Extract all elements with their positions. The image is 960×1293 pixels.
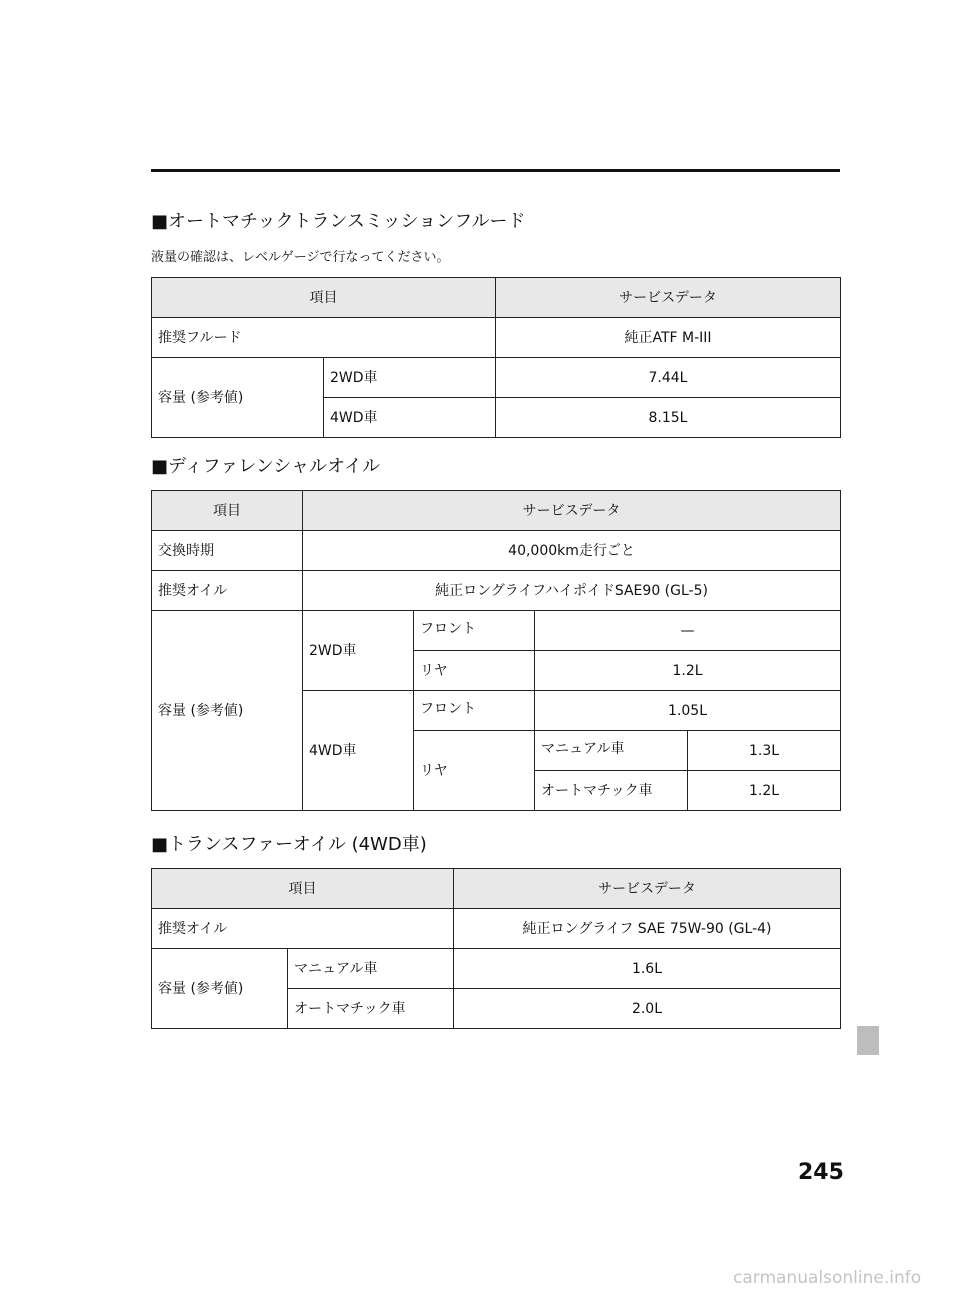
- header-item: 項目: [152, 869, 454, 909]
- table-row: [152, 531, 841, 571]
- interval-label: 交換時期: [152, 531, 303, 571]
- header-service-data: サービスデータ: [496, 278, 841, 318]
- header-item: 項目: [152, 491, 303, 531]
- table-header-row: [152, 491, 841, 531]
- rear-value: 1.2L: [688, 771, 841, 811]
- diff-section-title: ■ディファレンシャルオイル: [151, 456, 381, 477]
- oil-label: 推奨オイル: [152, 909, 454, 949]
- capacity-value: 8.15L: [496, 398, 841, 438]
- drive-type-label: 2WD車: [324, 358, 496, 398]
- transmission-label: マニュアル車: [535, 731, 688, 771]
- page-number: 245: [798, 1160, 844, 1185]
- header-service-data: サービスデータ: [454, 869, 841, 909]
- diff-table: [151, 490, 841, 811]
- oil-value: 純正ロングライフハイポイドSAE90 (GL-5): [303, 571, 841, 611]
- table-header-row: [152, 278, 841, 318]
- front-value: —: [535, 611, 841, 651]
- atf-section-title: ■オートマチックトランスミッションフルード: [151, 211, 526, 232]
- transfer-section-title: ■トランスファーオイル (4WD車): [151, 834, 427, 855]
- rear-value: 1.3L: [688, 731, 841, 771]
- transmission-label: オートマチック車: [535, 771, 688, 811]
- table-row: [152, 571, 841, 611]
- capacity-label: 容量 (参考値): [152, 611, 303, 811]
- transmission-label: オートマチック車: [288, 989, 454, 1029]
- top-rule: [151, 169, 840, 172]
- table-row: [152, 949, 841, 989]
- capacity-label: 容量 (参考値): [152, 358, 324, 438]
- capacity-label: 容量 (参考値): [152, 949, 288, 1029]
- drive-type-label: 2WD車: [303, 611, 414, 691]
- drive-type-label: 4WD車: [324, 398, 496, 438]
- watermark: carmanualsonline.info: [733, 1268, 922, 1288]
- drive-type-label: 4WD車: [303, 691, 414, 811]
- capacity-value: 7.44L: [496, 358, 841, 398]
- capacity-value: 2.0L: [454, 989, 841, 1029]
- capacity-value: 1.6L: [454, 949, 841, 989]
- rear-label: リヤ: [414, 651, 535, 691]
- front-label: フロント: [414, 611, 535, 651]
- header-service-data: サービスデータ: [303, 491, 841, 531]
- rear-label: リヤ: [414, 731, 535, 811]
- table-header-row: [152, 869, 841, 909]
- header-item: 項目: [152, 278, 496, 318]
- section-tab-marker: [857, 1026, 879, 1055]
- rear-value: 1.2L: [535, 651, 841, 691]
- interval-value: 40,000km走行ごと: [303, 531, 841, 571]
- transmission-label: マニュアル車: [288, 949, 454, 989]
- table-row: [152, 358, 841, 398]
- fluid-value: 純正ATF M-III: [496, 318, 841, 358]
- front-value: 1.05L: [535, 691, 841, 731]
- table-row: [152, 318, 841, 358]
- transfer-table: [151, 868, 841, 1029]
- atf-intro: 液量の確認は、レベルゲージで行なってください。: [151, 250, 450, 265]
- oil-label: 推奨オイル: [152, 571, 303, 611]
- atf-table: [151, 277, 841, 438]
- table-row: [152, 611, 841, 651]
- table-row: [152, 909, 841, 949]
- fluid-label: 推奨フルード: [152, 318, 496, 358]
- oil-value: 純正ロングライフ SAE 75W-90 (GL-4): [454, 909, 841, 949]
- front-label: フロント: [414, 691, 535, 731]
